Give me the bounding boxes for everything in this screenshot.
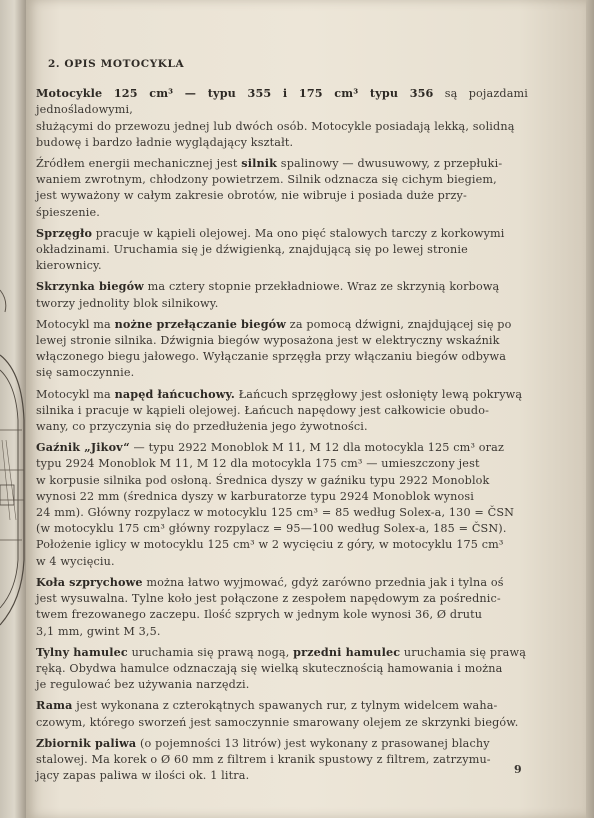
text-segment: je regulować bez używania narzędzi. — [36, 678, 250, 692]
bold-term: napęd łańcuchowy. — [114, 386, 235, 401]
text-segment: w korpusie silnika pod osłoną. Średnica dyszy w gaźniku typu 2922 Monoblok — [36, 473, 490, 487]
section-heading: 2. OPIS MOTOCYKLA — [48, 58, 185, 70]
text-segment: twem frezowanego zaczepu. Ilość szprych w jednym kole wynosi 36, Ø drutu — [36, 608, 483, 622]
paragraph — [36, 574, 528, 640]
text-segment: waniem zwrotnym, chłodzony powietrzem. Silnik odznacza się cichym biegiem, — [36, 173, 497, 187]
text-segment: ma cztery stopnie przekładniowe. Wraz ze skrzynią korbową — [143, 280, 500, 294]
page-right-edge — [586, 0, 594, 818]
text-segment: Łańcuch sprzęgłowy jest osłonięty lewą pokrywą — [234, 387, 523, 401]
text-segment: ręką. Obydwa hamulce odznaczają się wielką skutecznością hamowania i można — [36, 661, 503, 675]
paragraph-list — [36, 85, 528, 784]
text-segment: Motocykl ma — [36, 387, 115, 401]
text-segment: włączonego biegu jałowego. Wyłączanie sprzęgła przy włączaniu biegów odbywa — [36, 350, 507, 364]
text-segment: się samoczynnie. — [36, 366, 135, 380]
text-segment: czowym, którego sworzeń jest samoczynnie smarowany olejem ze skrzynki biegów. — [36, 715, 519, 729]
bold-term: Koła szprychowe — [36, 574, 143, 589]
paragraph — [36, 225, 528, 275]
text-segment: Źródłem energii mechanicznej jest — [36, 157, 242, 171]
paragraph — [36, 735, 528, 785]
paragraph — [36, 316, 528, 382]
bold-term: silnik — [241, 156, 278, 171]
text-segment: wany, co przyczynia się do przedłużenia jego żywotności. — [36, 420, 368, 434]
paragraph — [36, 155, 528, 221]
text-segment: budowę i bardzo ładnie wyglądający kształt. — [36, 135, 294, 149]
text-segment: lewej stronie silnika. Dźwignia biegów wyposażona jest w elektryczny wskaźnik — [36, 334, 500, 348]
bold-term: nożne przełączanie biegów — [114, 316, 287, 331]
text-segment: jest wyważony w całym zakresie obrotów, nie wibruje i posiada duże przy- — [36, 189, 467, 203]
text-segment: pracuje w kąpieli olejowej. Ma ono pięć stalowych tarczy z korkowymi — [92, 226, 505, 240]
text-segment: Położenie iglicy w motocyklu 125 cm³ w 2 wycięciu z góry, w motocyklu 175 cm³ — [36, 538, 504, 552]
text-segment: 3,1 mm, gwint M 3,5. — [36, 624, 161, 638]
text-segment: okładzinami. Uruchamia się je dźwigienką, znajdującą się po lewej stronie — [36, 243, 468, 257]
page-number: 9 — [514, 763, 522, 776]
text-segment: jący zapas paliwa w ilości ok. 1 litra. — [36, 769, 250, 783]
bold-term: Zbiornik paliwa — [36, 735, 137, 750]
page-content — [36, 56, 528, 788]
bold-term: Motocykle 125 cm³ — typu 355 i 175 cm³ typu 356 — [36, 86, 434, 101]
bold-term: przedni hamulec — [293, 644, 401, 659]
previous-page-edge — [0, 0, 26, 818]
text-segment: za pomocą dźwigni, znajdującej się po — [286, 317, 512, 331]
text-segment: silnika i pracuje w kąpieli olejowej. Łańcuch napędowy jest całkowicie obudo- — [36, 403, 490, 417]
bold-term: Skrzynka biegów — [36, 279, 144, 294]
text-segment: (w motocyklu 175 cm³ główny rozpylacz = 95—100 według Solex-a, 185 = ČSN). — [36, 522, 507, 536]
text-segment: śpieszenie. — [36, 205, 100, 219]
paragraph — [36, 278, 528, 311]
paragraph — [36, 697, 528, 730]
text-segment: jest wykonana z czterokątnych spawanych rur, z tylnym widelcem waha- — [72, 699, 498, 713]
text-segment: Motocykl ma — [36, 317, 115, 331]
text-segment: — typu 2922 Monoblok M 11, M 12 dla motocykla 125 cm³ oraz — [129, 441, 505, 455]
text-segment: uruchamia się prawą — [400, 645, 527, 659]
bold-term: Rama — [36, 698, 73, 713]
text-segment: wynosi 22 mm (średnica dyszy w karburatorze typu 2924 Monoblok wynosi — [36, 489, 474, 503]
bold-term: Sprzęgło — [36, 225, 93, 240]
text-segment: jest wysuwalna. Tylne koło jest połączone z zespołem napędowym za pośrednic- — [36, 592, 501, 606]
text-segment: służącymi do przewozu jednej lub dwóch osób. Motocykle posiadają lekką, solidną — [36, 119, 515, 133]
text-segment: w 4 wycięciu. — [36, 554, 115, 568]
paragraph — [36, 644, 528, 694]
bold-term: Gaźnik „Jikov“ — [36, 440, 130, 455]
bold-term: Tylny hamulec — [36, 644, 128, 659]
text-segment: tworzy jednolity blok silnikowy. — [36, 296, 219, 310]
text-segment: 24 mm). Główny rozpylacz w motocyklu 125 cm³ = 85 według Solex-a, 130 = ČSN — [36, 506, 515, 520]
text-segment: spalinowy — dwusuwowy, z przepłuki- — [277, 157, 503, 171]
paragraph — [36, 386, 528, 436]
text-segment: są pojazdami jednośladowymi, — [36, 87, 528, 117]
text-segment: stalowej. Ma korek o Ø 60 mm z filtrem i kranik spustowy z filtrem, zatrzymu- — [36, 752, 491, 766]
motorcycle-drawing-fragment — [0, 0, 26, 818]
text-segment: można łatwo wyjmować, gdyż zarówno przednia jak i tylna oś — [142, 575, 504, 589]
text-segment: typu 2924 Monoblok M 11, M 12 dla motocykla 175 cm³ — umieszczony jest — [36, 457, 480, 471]
paragraph — [36, 85, 528, 151]
text-segment: (o pojemności 13 litrów) jest wykonany z prasowanej blachy — [136, 736, 490, 750]
text-segment: uruchamia się prawą nogą, — [127, 645, 294, 659]
text-segment: kierownicy. — [36, 259, 102, 273]
paragraph — [36, 439, 528, 570]
